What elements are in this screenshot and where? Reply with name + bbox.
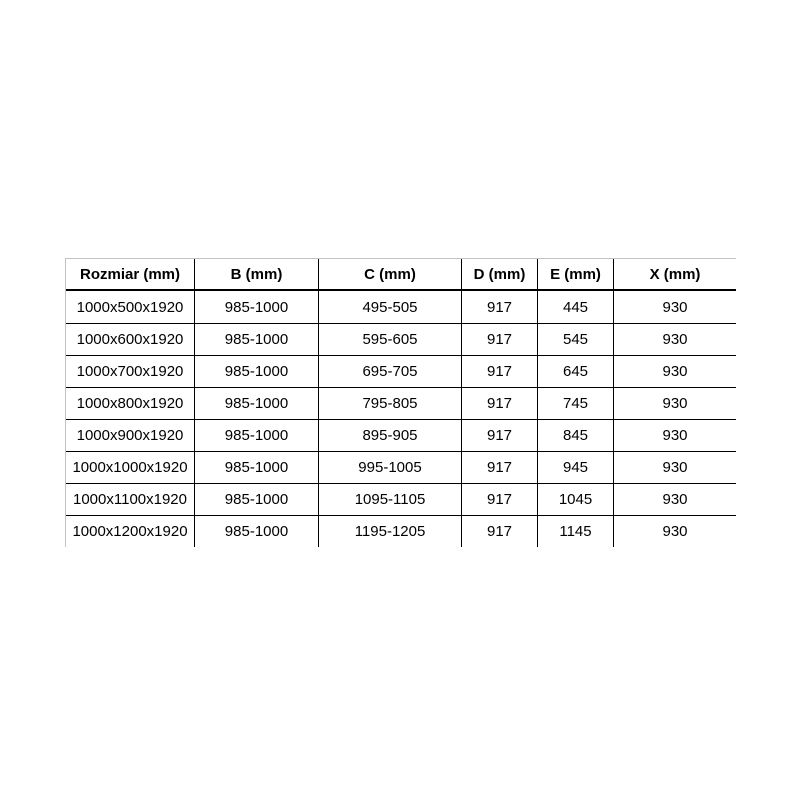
table-cell: 930 (613, 323, 736, 355)
table-cell: 917 (461, 323, 537, 355)
table-cell: 1095-1105 (318, 483, 461, 515)
table-cell: 917 (461, 483, 537, 515)
table-cell: 930 (613, 515, 736, 547)
table-row (66, 515, 736, 547)
table-cell: 985-1000 (194, 515, 318, 547)
table-cell: 895-905 (318, 419, 461, 451)
table-cell: 1000x800x1920 (66, 387, 194, 419)
table-cell: 845 (537, 419, 613, 451)
table-row (66, 419, 736, 451)
table-header-row (66, 259, 736, 291)
table-cell: 930 (613, 451, 736, 483)
table-cell: 1000x900x1920 (66, 419, 194, 451)
table-cell: 917 (461, 355, 537, 387)
table-cell: 495-505 (318, 291, 461, 323)
table-cell: 995-1005 (318, 451, 461, 483)
table-cell: 595-605 (318, 323, 461, 355)
table-cell: 1000x500x1920 (76, 298, 184, 316)
table-cell: 917 (461, 419, 537, 451)
table-cell: 985-1000 (194, 483, 318, 515)
table-cell: 1000x1100x1920 (66, 483, 194, 515)
table-cell: 985-1000 (194, 291, 318, 323)
table-cell: 930 (613, 483, 736, 515)
table-cell: 1000x700x1920 (66, 355, 194, 387)
table-cell: 1145 (537, 515, 613, 547)
table-cell: 917 (461, 451, 537, 483)
table-cell: 1045 (537, 483, 613, 515)
column-header-d: D (mm) (461, 259, 537, 291)
table-cell: 445 (537, 291, 613, 323)
table-cell: 985-1000 (194, 387, 318, 419)
table-cell: 695-705 (318, 355, 461, 387)
table-cell: 745 (537, 387, 613, 419)
table-cell: 985-1000 (194, 355, 318, 387)
table-cell: 930 (613, 419, 736, 451)
column-header-c: C (mm) (318, 259, 461, 291)
table-row (66, 355, 736, 387)
table-body (66, 291, 736, 547)
column-header-b: B (mm) (194, 259, 318, 291)
table-row (66, 483, 736, 515)
table-cell: 917 (461, 291, 537, 323)
table-cell: 1000x1000x1920 (66, 451, 194, 483)
column-header-x: X (mm) (613, 259, 736, 291)
table-cell: 985-1000 (194, 323, 318, 355)
table-cell: 1000x1200x1920 (66, 515, 194, 547)
table-cell: 930 (613, 387, 736, 419)
table-cell: 930 (613, 355, 736, 387)
table-cell: 917 (461, 387, 537, 419)
table-cell: 930 (613, 291, 736, 323)
table-cell: 1195-1205 (318, 515, 461, 547)
table-row (66, 291, 736, 323)
spec-table (65, 258, 736, 547)
table-cell: 945 (537, 451, 613, 483)
table-row (66, 451, 736, 483)
table-cell: 1000x600x1920 (66, 323, 194, 355)
table-row (66, 387, 736, 419)
table-row (66, 323, 736, 355)
table-cell: 795-805 (318, 387, 461, 419)
column-header-e: E (mm) (537, 259, 613, 291)
table-cell: 545 (537, 323, 613, 355)
column-header-rozmiar: Rozmiar (mm) (66, 259, 194, 291)
table-cell: 985-1000 (194, 419, 318, 451)
table-cell: 645 (537, 355, 613, 387)
table-cell: 917 (461, 515, 537, 547)
table-cell: 985-1000 (194, 451, 318, 483)
